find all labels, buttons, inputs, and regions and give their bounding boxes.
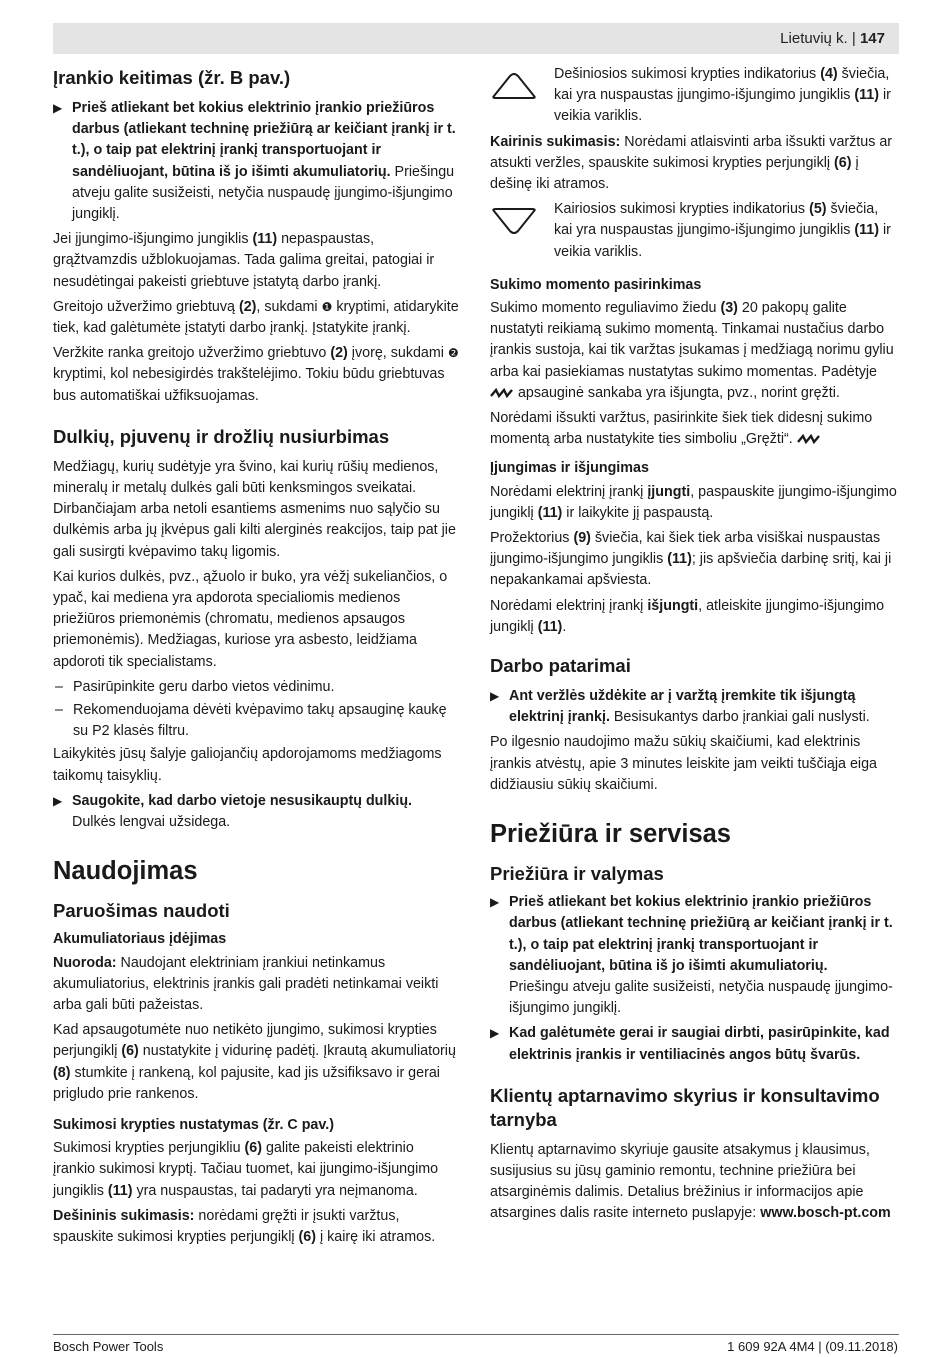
preparation-heading: Paruošimas naudoti xyxy=(53,900,230,922)
drill-symbol-icon xyxy=(490,388,514,398)
tips-warning: ▶ Ant veržlės uždėkite ar į varžtą įremkite tik išjungtą elektrinį įrankį. Besisukantys darbo įrankiai gali nuslysti. xyxy=(490,688,870,726)
list-item: – Pasirūpinkite geru darbo vietos vėdinimu. xyxy=(55,678,335,695)
service-url[interactable]: www.bosch-pt.com xyxy=(760,1205,891,1222)
left-indicator-block xyxy=(490,199,898,263)
page-header xyxy=(53,23,899,54)
triangle-bullet-icon: ▶ xyxy=(490,1026,500,1041)
footer-brand: Bosch Power Tools xyxy=(53,1339,164,1354)
paragraph: Jei įjungimo-išjungimo jungiklis (11) nepaspaustas, grąžtvamzdis užblokuojamas. Tada galima greitai, patogiai ir nesudėtingai pakeisti griebtuve įstatytą darbo įrankį. xyxy=(53,231,435,290)
paragraph: Laikykitės jūsų šalyje galiojančių apdorojamoms medžiagoms taikomų taisyklių. xyxy=(53,746,442,784)
right-indicator-block xyxy=(490,64,898,128)
tool-change-heading: Įrankio keitimas (žr. B pav.) xyxy=(53,67,291,88)
drill-symbol-icon xyxy=(797,434,821,444)
paragraph: Sukimosi krypties perjungikliu (6) galite pakeisti elektrinio įrankio sukimosi kryptį. Tačiau tuomet, kai įjungimo-išjungimo jungiklis (11) yra nuspaustas, tai padaryti yra neįmanoma. xyxy=(53,1140,439,1199)
dust-warning: ▶ Saugokite, kad darbo vietoje nesusikauptų dulkių. Dulkės lengvai užsidega. xyxy=(53,792,413,831)
header-text xyxy=(780,30,885,47)
triangle-bullet-icon: ▶ xyxy=(53,793,63,808)
torque-heading: Sukimo momento pasirinkimas xyxy=(490,276,702,293)
paragraph: Norėdami elektrinį įrankį išjungti, atleiskite įjungimo-išjungimo jungiklį (11). xyxy=(490,597,885,635)
rotation-left-indicator-icon xyxy=(490,205,538,237)
care-heading: Priežiūra ir valymas xyxy=(490,863,664,885)
paragraph: Klientų aptarnavimo skyriuje gausite atsakymus į klausimus, susijusius su jūsų gaminio remontu, technine priežiūra bei atsarginėmis dalimis. Detalius brėžinius ir informacijos apie atsargines dalis rasite interneto puslapyje: www.bosch-pt.com xyxy=(490,1141,891,1222)
header-language: Lietuvių k. xyxy=(780,30,848,47)
direction-heading: Sukimosi krypties nustatymas (žr. C pav.) xyxy=(53,1116,335,1133)
paragraph: Prožektorius (9) šviečia, kai šiek tiek arba visiškai nuspaustas įjungimo-išjungimo jungiklis (11); jis apšviečia darbinę sritį, kai ji nepakankamai apšviesta. xyxy=(490,530,892,589)
paragraph: Veržkite ranka greitojo užveržimo griebtuvo (2) įvorę, sukdami ❷ kryptimi, kol nebesigirdės trakštelėjimo. Tokiu būdu griebtuvas bus automatiškai užfiksuojamas. xyxy=(53,345,459,404)
paragraph: Nuoroda: Naudojant elektriniam įrankiui netinkamus akumuliatorius, elektrinis įrankis gali pradėti netinkamai veikti arba gali būti pažeistas. xyxy=(53,954,439,1013)
triangle-bullet-icon: ▶ xyxy=(490,689,500,704)
footer-divider xyxy=(53,1334,899,1335)
warning-bold-text: Prieš atliekant bet kokius elektrinio įrankio priežiūros darbus (atliekant techninę priežiūrą ar keičiant įrankį ir t. t.), o taip pat elektrinį įrankį transportuojant ir sandėliuojant, būtina iš jo išimti akumuliatorių. xyxy=(72,100,456,180)
tips-heading: Darbo patarimai xyxy=(490,655,631,677)
step-one-icon: ❶ xyxy=(321,299,333,314)
paragraph: Po ilgesnio naudojimo mažu sūkių skaičiumi, kad elektrinis įrankis atvėstų, apie 3 minutes leiskite jam veikti tuščiąja eiga didžiausiu sūkių skaičiumi. xyxy=(490,734,877,793)
rotation-right-indicator-icon xyxy=(490,70,538,102)
customer-heading: Klientų aptarnavimo skyrius ir konsultavimo tarnyba xyxy=(490,1084,880,1130)
care-warning: ▶ Prieš atliekant bet kokius elektrinio įrankio priežiūros darbus (atliekant techninę priežiūrą ar keičiant įrankį ir t. t.), o taip pat elektrinį įrankį transportuojant ir sandėliuojant, būtina iš jo išimti akumuliatorių. Priešingu atveju galite susižeisti, netyčia nuspaudę įjungimo-išjungimo jungiklį. xyxy=(490,894,893,1017)
tool-change-warning xyxy=(53,98,459,225)
paragraph: Dešininis sukimasis: norėdami gręžti ir įsukti varžtus, spauskite sukimosi krypties perjungiklį (6) į kairę iki atramos. xyxy=(53,1207,436,1245)
usage-heading: Naudojimas xyxy=(53,857,198,886)
paragraph: Kairiosios sukimosi krypties indikatorius (5) šviečia, kai yra nuspaustas įjungimo-išjungimo jungiklis (11) ir veikia variklis. xyxy=(554,201,891,260)
paragraph: Kai kurios dulkės, pvz., ąžuolo ir buko, yra vėžį sukeliančios, o ypač, kai mediena yra apdorota specialiomis medienos priežiūros priemonėmis (chromatu, medienos apsaugos priemonėmis). Medžiagas, kuriose yra asbesto, leidžiama apdoroti tik specialistams. xyxy=(53,568,448,670)
battery-heading: Akumuliatoriaus įdėjimas xyxy=(53,931,227,948)
paragraph: Greitojo užveržimo griebtuvą (2), sukdami ❶ kryptimi, atidarykite tiek, kad galėtumėte įstatyti darbo įrankį. Įstatykite įrankį. xyxy=(53,298,459,337)
on-off-heading: Įjungimas ir išjungimas xyxy=(490,460,649,477)
paragraph: Dešiniosios sukimosi krypties indikatorius (4) šviečia, kai yra nuspaustas įjungimo-išjungimo jungiklis (11) ir veikia variklis. xyxy=(554,66,891,125)
paragraph: Norėdami elektrinį įrankį įjungti, paspauskite įjungimo-išjungimo jungiklį (11) ir laikykite jį paspaustą. xyxy=(490,483,897,521)
right-column xyxy=(490,64,898,1229)
step-two-icon: ❷ xyxy=(447,346,459,361)
clean-warning: ▶ Kad galėtumėte gerai ir saugiai dirbti, pasirūpinkite, kad elektrinis įrankis ir ventiliacinės angos būtų švarūs. xyxy=(490,1025,890,1063)
header-separator: | xyxy=(851,30,856,47)
page-number: 147 xyxy=(859,30,885,47)
paragraph: Norėdami išsukti varžtus, pasirinkite šiek tiek didesnį sukimo momentą arba nustatykite ties simboliu „Gręžti“. xyxy=(490,410,873,448)
triangle-bullet-icon: ▶ xyxy=(490,895,500,910)
paragraph: Medžiagų, kurių sudėtyje yra švino, kai kurių rūšių medienos, mineralų ir metalų dulkės gali būti kenksmingos sveikatai. Dirbančiajam arba netoli esantiems asmenims nuo sąlyčio su dulkėmis arba jų įkvėpus gali kilti alerginės reakcijos, taip pat jie gali susirgti kvėpavimo takų ligomis. xyxy=(53,458,456,560)
paragraph: Sukimo momento reguliavimo žiedu (3) 20 pakopų galite nustatyti reikiamą sukimo momentą. Tinkamai nustačius darbo įrankis sustoja, kai tik varžtas įsukamas į medžiagą norimu gyliu arba kai pasiekiamas nustatytas sukimo momentas. Padėtyje apsauginė sankaba yra išjungta, pvz., norint gręžti. xyxy=(490,300,894,401)
triangle-bullet-icon: ▶ xyxy=(53,101,63,115)
paragraph: Kad apsaugotumėte nuo netikėto įjungimo, sukimosi krypties perjungiklį (6) nustatykite į vidurinę padėtį. Įkrautą akumuliatorių (8) stumkite į rankeną, kol pajusite, kad jis užsifiksavo ir gerai prigludo prie rankenos. xyxy=(53,1022,456,1102)
list-item: – Rekomenduojama dėvėti kvėpavimo takų apsauginę kaukę su P2 klasės filtru. xyxy=(55,702,447,740)
service-heading: Priežiūra ir servisas xyxy=(490,820,731,849)
paragraph: Kairinis sukimasis: Norėdami atlaisvinti arba išsukti varžtus ar atsukti veržles, spauskite sukimosi krypties perjungiklį (6) į dešinę iki atramos. xyxy=(490,133,893,193)
dust-heading: Dulkių, pjuvenų ir drožlių nusiurbimas xyxy=(53,425,390,447)
warning-text: Priešingu atveju galite susižeisti, netyčia nuspaudę įjungimo-išjungimo jungiklį. xyxy=(72,163,455,223)
footer-doc-id: 1 609 92A 4M4 | (09.11.2018) xyxy=(727,1339,898,1354)
left-column xyxy=(53,64,459,1252)
